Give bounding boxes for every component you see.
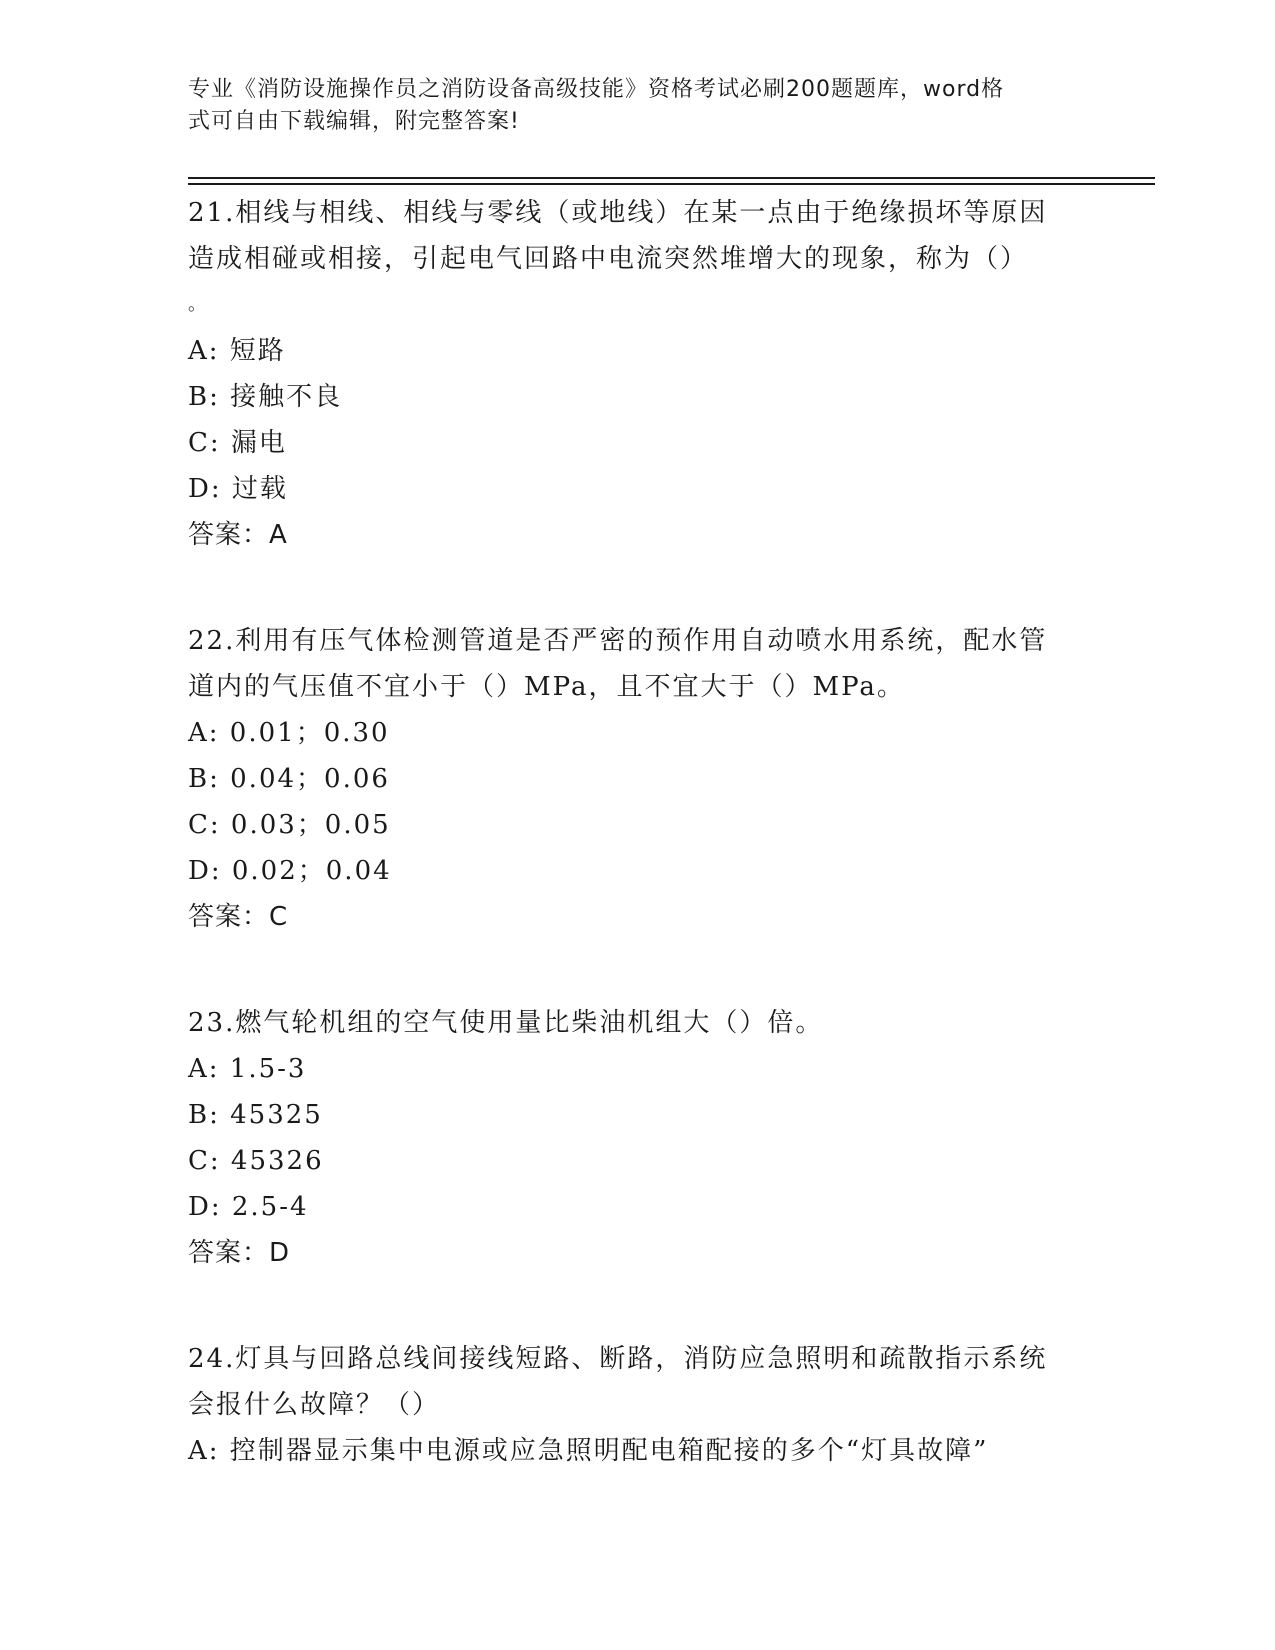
question-stem-line: 21.相线与相线、相线与零线（或地线）在某一点由于绝缘损坏等原因	[188, 198, 1048, 228]
option-d: D: 2.5-4	[188, 1192, 309, 1222]
option-c: C: 0.03；0.05	[188, 810, 391, 840]
document-header	[188, 74, 1068, 138]
question-stem-line: 22.利用有压气体检测管道是否严密的预作用自动喷水用系统，配水管	[188, 626, 1048, 656]
question-spacer	[188, 1276, 1088, 1336]
question-spacer	[188, 558, 1088, 618]
option-a: A: 1.5-3	[188, 1054, 307, 1084]
option-d: D: 0.02；0.04	[188, 856, 392, 886]
option-b: B: 45325	[188, 1100, 323, 1130]
option-a: A: 0.01；0.30	[188, 718, 390, 748]
question-list	[188, 190, 1088, 1474]
question-stem-tail: 。	[188, 294, 206, 315]
header-line-2: 式可自由下载编辑，附完整答案!	[188, 109, 520, 134]
question-23	[188, 1000, 1088, 1276]
answer-line: 答案：D	[188, 1238, 291, 1268]
header-line-1: 专业《消防设施操作员之消防设备高级技能》资格考试必刷200题题库，word格	[188, 77, 1005, 102]
option-c: C: 漏电	[188, 428, 287, 458]
question-stem-line: 会报什么故障？（）	[188, 1390, 441, 1420]
option-a: A: 控制器显示集中电源或应急照明配电箱配接的多个“灯具故障”	[188, 1436, 989, 1466]
question-24	[188, 1336, 1088, 1474]
header-divider-bottom	[188, 183, 1155, 185]
header-divider-top	[188, 177, 1155, 179]
option-b: B: 接触不良	[188, 382, 343, 412]
option-c: C: 45326	[188, 1146, 324, 1176]
option-d: D: 过载	[188, 474, 288, 504]
answer-line: 答案：A	[188, 520, 288, 550]
question-21	[188, 190, 1088, 558]
question-stem-line: 24.灯具与回路总线间接线短路、断路，消防应急照明和疏散指示系统	[188, 1344, 1048, 1374]
question-22	[188, 618, 1088, 940]
answer-line: 答案：C	[188, 902, 289, 932]
question-spacer	[188, 940, 1088, 1000]
question-stem-line: 道内的气压值不宜小于（）MPa，且不宜大于（）MPa。	[188, 672, 905, 702]
question-stem-line: 23.燃气轮机组的空气使用量比柴油机组大（）倍。	[188, 1008, 824, 1038]
option-a: A: 短路	[188, 336, 286, 366]
question-stem-line: 造成相碰或相接，引起电气回路中电流突然堆增大的现象，称为（）	[188, 244, 1029, 274]
option-b: B: 0.04；0.06	[188, 764, 390, 794]
